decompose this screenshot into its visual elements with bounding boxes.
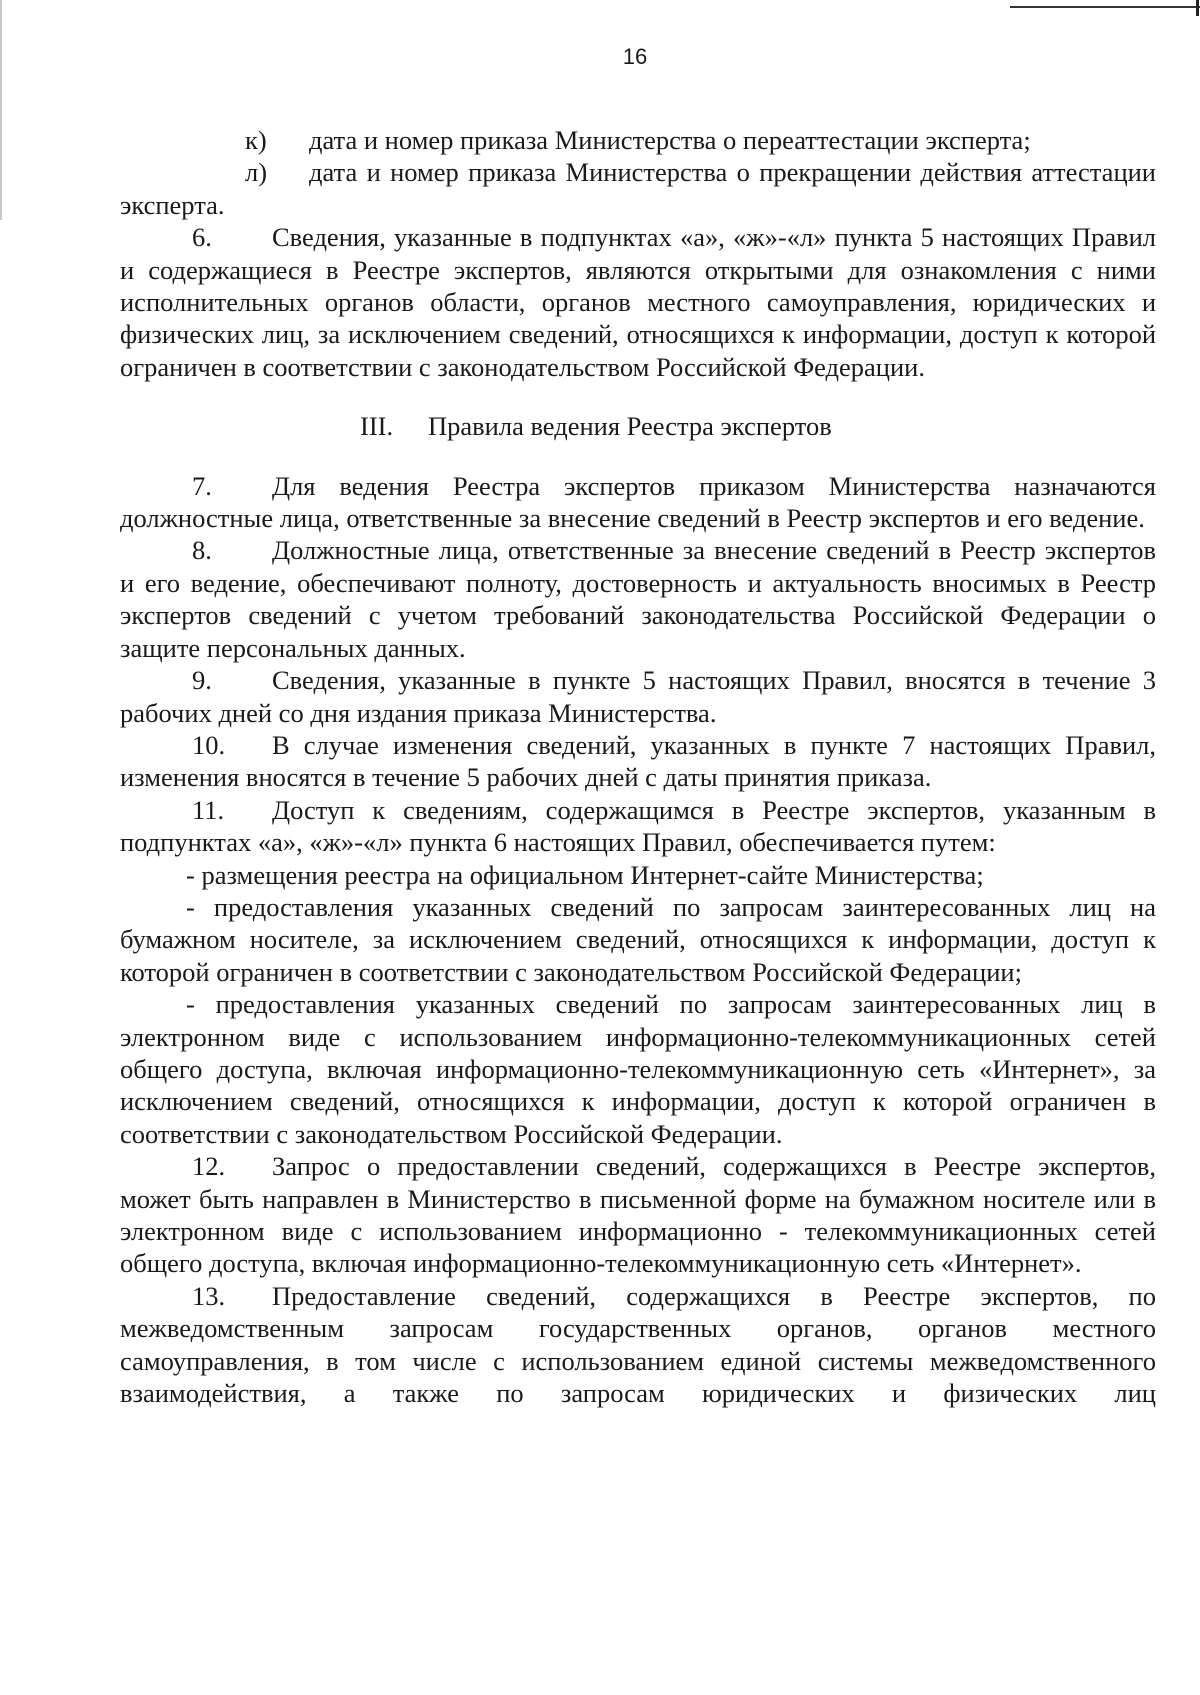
paragraph-number: 8. [192,535,212,566]
paragraph-8 [120,534,1156,664]
dash-item: - предоставления указанных сведений по запросам заинтересованных лиц в электронном виде с использованием информационно-телекоммуникационных сетей общего доступа, включая информационно-телекоммуникационную сеть «Интернет», за исключением сведений, относящихся к информации, доступ к которой ограничен в соответствии с законодательством Российской Федерации. [120,989,1156,1149]
paragraph-number: 12. [192,1151,226,1182]
paragraph-number: 10. [192,729,226,760]
scan-edge-line [1010,6,1200,8]
document-body [120,124,1156,1409]
section-number: III. [360,411,394,442]
paragraph-10 [120,729,1156,794]
paragraph-text: Сведения, указанные в подпунктах «а», «ж»-«л» пункта 5 настоящих Правил и содержащиеся в Реестре экспертов, являются открытыми для ознакомления с ними исполнительных органов области, органов местного самоуправления, юридических и физических лиц, за исключением сведений, относящихся к информации, доступ к которой ограничен в соответствии с законодательством Российской Федерации. [120,222,1156,382]
section-heading [120,410,1156,442]
subitem-text: дата и номер приказа Министерства о прекращении действия аттестации эксперта. [120,157,1156,220]
subitem-l [120,156,1156,221]
paragraph-text: Запрос о предоставлении сведений, содержащихся в Реестре экспертов, может быть направлен в Министерство в письменной форме на бумажном носителе или в электронном виде с использованием информационно - телекоммуникационных сетей общего доступа, включая информационно-телекоммуникационную сеть «Интернет». [120,1151,1156,1279]
paragraph-number: 13. [192,1280,226,1311]
paragraph-13 [120,1280,1156,1410]
subitem-k [120,124,1156,156]
page-number: 16 [622,44,648,69]
paragraph-text: Сведения, указанные в пункте 5 настоящих Правил, вносятся в течение 3 рабочих дней со дня издания приказа Министерства. [120,665,1156,728]
paragraph-number: 7. [192,470,212,501]
subitem-label: л) [245,157,268,188]
paragraph-text: Должностные лица, ответственные за внесение сведений в Реестр экспертов и его ведение, обеспечивают полноту, достоверность и актуальность вносимых в Реестр экспертов сведений с учетом требований законодательства Российской Федерации о защите персональных данных. [120,535,1156,663]
paragraph-7 [120,470,1156,535]
paragraph-text: Доступ к сведениям, содержащимся в Реестре экспертов, указанным в подпунктах «а», «ж»-«л» пункта 6 настоящих Правил, обеспечивается путем: [120,794,1156,858]
subitem-text: дата и номер приказа Министерства о переаттестации эксперта; [309,125,1031,155]
subitem-label: к) [245,125,267,155]
paragraph-number: 9. [192,665,212,696]
paragraph-text: Предоставление сведений, содержащихся в Реестре экспертов, по межведомственным запросам государственных органов, органов местного самоуправления, в том числе с использованием единой системы межведомственного взаимодействия, а также по запросам юридических и физических лиц [120,1280,1156,1409]
paragraph-11 [120,794,1156,859]
paragraph-number: 6. [192,222,212,253]
paragraph-text: В случае изменения сведений, указанных в пункте 7 настоящих Правил, изменения вносятся в течение 5 рабочих дней с даты принятия приказа. [120,729,1156,793]
scan-edge-mark [1196,0,1199,16]
section-title: Правила ведения Реестра экспертов [428,411,832,442]
paragraph-number: 11. [192,794,225,825]
dash-item: - предоставления указанных сведений по запросам заинтересованных лиц на бумажном носителе, за исключением сведений, относящихся к информации, доступ к которой ограничен в соответствии с законодательством Российской Федерации; [120,891,1156,987]
paragraph-9 [120,664,1156,729]
scan-left-edge [0,0,2,220]
paragraph-6 [120,221,1156,383]
dash-item: - размещения реестра на официальном Интернет-сайте Министерства; [186,859,984,890]
paragraph-text: Для ведения Реестра экспертов приказом Министерства назначаются должностные лица, ответственные за внесение сведений в Реестр экспертов и его ведение. [120,470,1156,534]
paragraph-12 [120,1150,1156,1280]
